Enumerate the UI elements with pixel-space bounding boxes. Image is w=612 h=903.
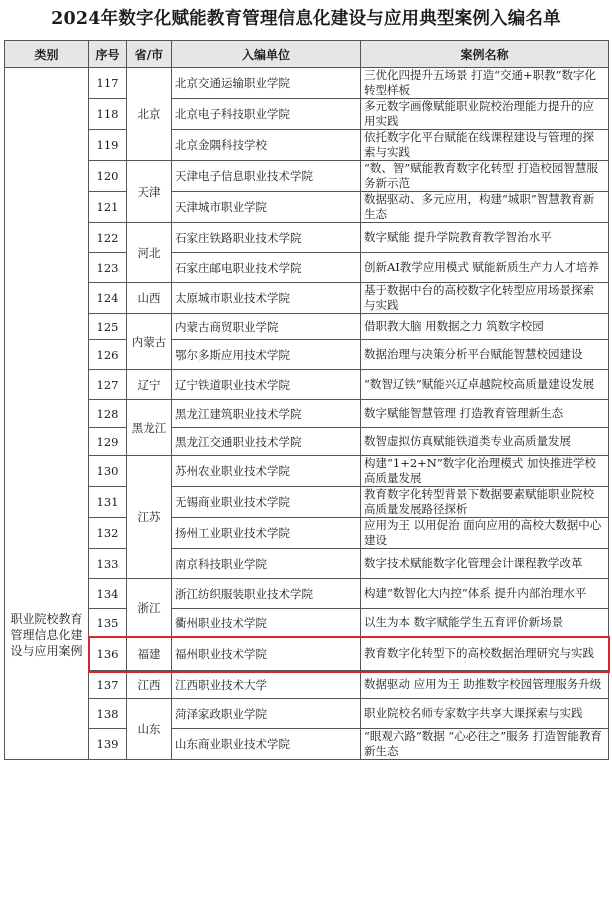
- case-name: 数字赋能智慧管理 打造教育管理新生态: [361, 400, 609, 428]
- header-category: 类别: [5, 41, 89, 68]
- row-number: 123: [89, 253, 127, 283]
- unit-name: 江西职业技术大学: [172, 671, 361, 699]
- province-cell: [127, 314, 172, 370]
- row-number: 121: [89, 192, 127, 223]
- province-label: 山东: [137, 722, 161, 736]
- table-row: [5, 699, 609, 729]
- case-name: “数智辽铁”赋能兴辽卓越院校高质量建设发展: [361, 370, 609, 400]
- unit-name: 山东商业职业技术学院: [172, 729, 361, 760]
- table-row: [5, 579, 609, 609]
- unit-name: 太原城市职业技术学院: [172, 283, 361, 314]
- unit-name: 南京科技职业学院: [172, 549, 361, 579]
- row-number: 133: [89, 549, 127, 579]
- row-number: 134: [89, 579, 127, 609]
- table-row: [5, 68, 609, 99]
- unit-name: 内蒙古商贸职业学院: [172, 314, 361, 340]
- case-name: 数据治理与决策分析平台赋能智慧校园建设: [361, 340, 609, 370]
- province-cell: [127, 637, 172, 671]
- table-row: [5, 518, 609, 549]
- province-cell: [127, 370, 172, 400]
- province-cell: [127, 456, 172, 579]
- province-cell: [127, 671, 172, 699]
- table-row: [5, 671, 609, 699]
- unit-name: 辽宁铁道职业技术学院: [172, 370, 361, 400]
- row-number: 132: [89, 518, 127, 549]
- table-row: [5, 549, 609, 579]
- table-row: [5, 223, 609, 253]
- unit-name: 黑龙江建筑职业技术学院: [172, 400, 361, 428]
- header-unit: 入编单位: [172, 41, 361, 68]
- case-name: “眼观六路”数据 “心必往之”服务 打造智能教育新生态: [361, 729, 609, 760]
- unit-name: 北京电子科技职业学院: [172, 99, 361, 130]
- category-label: 职业院校教育管理信息化建设与应用案例: [10, 612, 83, 658]
- case-name: 依托数字化平台赋能在线课程建设与管理的探索与实践: [361, 130, 609, 161]
- category-cell: [5, 68, 89, 760]
- unit-name: 浙江纺织服装职业技术学院: [172, 579, 361, 609]
- unit-name: 天津城市职业学院: [172, 192, 361, 223]
- case-name: 数据驱动 应用为王 助推数字校园管理服务升级: [361, 671, 609, 699]
- unit-name: 石家庄铁路职业技术学院: [172, 223, 361, 253]
- row-number: 125: [89, 314, 127, 340]
- case-name: 教育数字化转型背景下数据要素赋能职业院校高质量发展路径探析: [361, 487, 609, 518]
- table-row: [5, 161, 609, 192]
- case-name: 基于数据中台的高校数字化转型应用场景探索与实践: [361, 283, 609, 314]
- province-label: 辽宁: [137, 377, 161, 392]
- row-number: 135: [89, 609, 127, 637]
- unit-name: 菏泽家政职业学院: [172, 699, 361, 729]
- case-name: 以生为本 数字赋能学生五育评价新场景: [361, 609, 609, 637]
- table-row: [5, 130, 609, 161]
- table-row: [5, 192, 609, 223]
- province-label: 江苏: [137, 510, 161, 524]
- case-name: 数字赋能 提升学院教育教学智治水平: [361, 223, 609, 253]
- case-name: 构建“1+2+N”数字化治理模式 加快推进学校高质量发展: [361, 456, 609, 487]
- province-label: 天津: [137, 184, 161, 199]
- case-name: 多元数字画像赋能职业院校治理能力提升的应用实践: [361, 99, 609, 130]
- unit-name: 黑龙江交通职业技术学院: [172, 428, 361, 456]
- row-number: 127: [89, 370, 127, 400]
- table-row: [5, 456, 609, 487]
- table-row: [5, 729, 609, 760]
- row-number: 129: [89, 428, 127, 456]
- province-label: 北京: [137, 107, 161, 121]
- table-row: [5, 637, 609, 671]
- case-table: [4, 40, 609, 760]
- unit-name: 北京金隅科技学校: [172, 130, 361, 161]
- province-label: 河北: [137, 245, 161, 260]
- province-cell: [127, 283, 172, 314]
- case-name: 应用为王 以用促治 面向应用的高校大数据中心建设: [361, 518, 609, 549]
- header-case-name: 案例名称: [361, 41, 609, 68]
- table-row: [5, 400, 609, 428]
- unit-name: 扬州工业职业技术学院: [172, 518, 361, 549]
- case-name: 数智虚拟仿真赋能铁道类专业高质量发展: [361, 428, 609, 456]
- case-name: 数据驱动、多元应用，构建“城职”智慧教育新生态: [361, 192, 609, 223]
- province-cell: [127, 579, 172, 637]
- table-row: [5, 253, 609, 283]
- unit-name: 鄂尔多斯应用技术学院: [172, 340, 361, 370]
- table-row: [5, 314, 609, 340]
- header-province: 省/市: [127, 41, 172, 68]
- province-label: 山西: [137, 291, 161, 305]
- unit-name: 福州职业技术学院: [172, 637, 361, 671]
- row-number: 120: [89, 161, 127, 192]
- case-name: 数字技术赋能数字化管理会计课程教学改革: [361, 549, 609, 579]
- page-title: 2024年数字化赋能教育管理信息化建设与应用典型案例入编名单: [51, 9, 561, 29]
- case-name: 教育数字化转型下的高校数据治理研究与实践: [361, 637, 609, 671]
- row-number: 126: [89, 340, 127, 370]
- province-cell: [127, 223, 172, 283]
- case-name: 三优化四提升五场景 打造“交通+职教”数字化转型样板: [361, 68, 609, 99]
- unit-name: 无锡商业职业技术学院: [172, 487, 361, 518]
- header-number: 序号: [89, 41, 127, 68]
- table-row: [5, 370, 609, 400]
- row-number: 119: [89, 130, 127, 161]
- table-row: [5, 340, 609, 370]
- province-label: 内蒙古: [131, 334, 167, 349]
- unit-name: 北京交通运输职业学院: [172, 68, 361, 99]
- table-header-row: [5, 41, 609, 68]
- unit-name: 石家庄邮电职业技术学院: [172, 253, 361, 283]
- province-label: 浙江: [137, 600, 161, 615]
- row-number: 130: [89, 456, 127, 487]
- unit-name: 苏州农业职业技术学院: [172, 456, 361, 487]
- unit-name: 天津电子信息职业技术学院: [172, 161, 361, 192]
- unit-name: 衢州职业技术学院: [172, 609, 361, 637]
- row-number: 137: [89, 671, 127, 699]
- table-row: [5, 283, 609, 314]
- province-cell: [127, 161, 172, 223]
- table-row: [5, 99, 609, 130]
- row-number: 138: [89, 699, 127, 729]
- table-row: [5, 428, 609, 456]
- row-number: 124: [89, 283, 127, 314]
- row-number: 136: [89, 637, 127, 671]
- case-name: 构建“数智化大内控”体系 提升内部治理水平: [361, 579, 609, 609]
- row-number: 122: [89, 223, 127, 253]
- province-label: 福建: [137, 646, 161, 661]
- row-number: 139: [89, 729, 127, 760]
- row-number: 128: [89, 400, 127, 428]
- case-name: “数、智”赋能教育数字化转型 打造校园智慧服务新示范: [361, 161, 609, 192]
- case-name: 创新AI教学应用模式 赋能新质生产力人才培养: [361, 253, 609, 283]
- table-row: [5, 487, 609, 518]
- case-name: 借职教大脑 用数据之力 筑数字校园: [361, 314, 609, 340]
- province-label: 黑龙江: [131, 420, 167, 435]
- case-name: 职业院校名师专家数字共享大课探索与实践: [361, 699, 609, 729]
- province-cell: [127, 699, 172, 760]
- province-cell: [127, 400, 172, 456]
- row-number: 118: [89, 99, 127, 130]
- row-number: 131: [89, 487, 127, 518]
- province-label: 江西: [137, 677, 161, 692]
- province-cell: [127, 68, 172, 161]
- row-number: 117: [89, 68, 127, 99]
- table-row: [5, 609, 609, 637]
